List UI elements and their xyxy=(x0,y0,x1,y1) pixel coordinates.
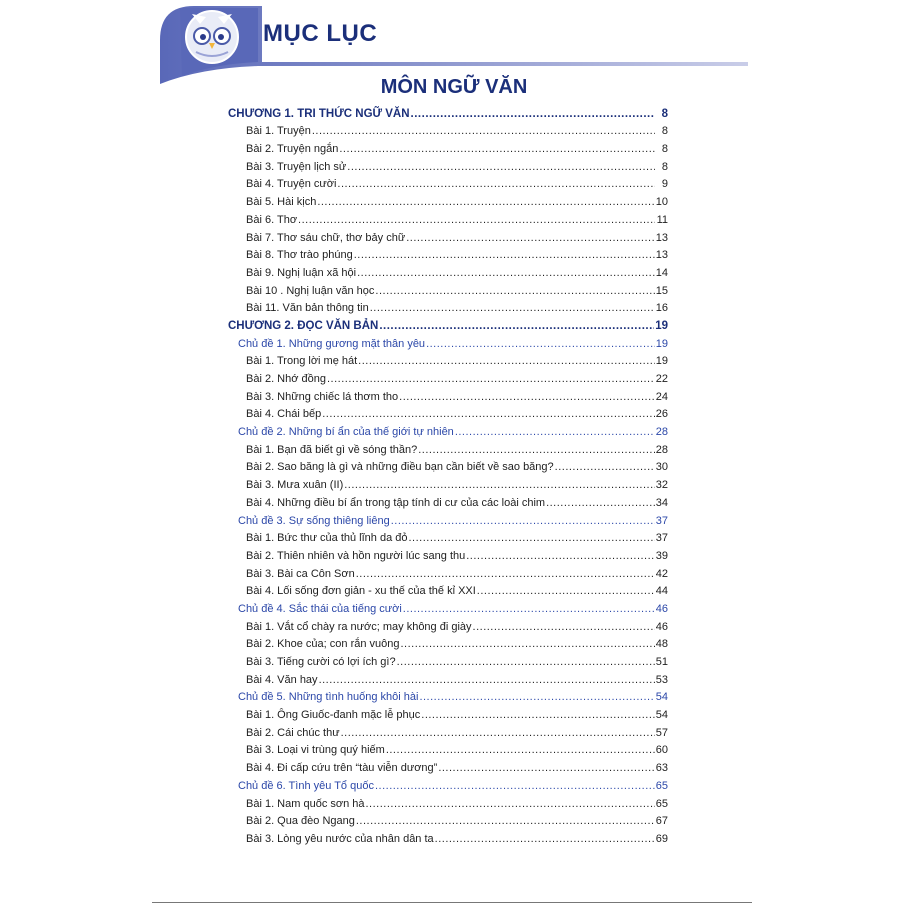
toc-topic xyxy=(228,775,668,793)
toc-page-number: 22 xyxy=(655,373,668,385)
toc-topic xyxy=(228,421,668,439)
toc-entry-title: Chủ đề 5. Những tình huống khôi hài xyxy=(238,691,419,704)
dot-leader xyxy=(344,479,655,492)
toc-page-number: 10 xyxy=(655,196,668,209)
dot-leader xyxy=(426,338,655,351)
toc-lesson xyxy=(228,138,668,156)
toc-entry-title: Bài 4. Văn hay xyxy=(246,673,318,686)
dot-leader xyxy=(546,497,655,510)
toc-page-number: 28 xyxy=(655,426,668,439)
toc-lesson xyxy=(228,156,668,174)
toc-page-number: 19 xyxy=(655,319,668,332)
toc-lesson xyxy=(228,793,668,811)
dot-leader xyxy=(438,762,654,775)
toc-entry-title: Bài 1. Bạn đã biết gì về sóng thần? xyxy=(246,443,418,456)
dot-leader xyxy=(312,125,655,138)
toc-entry-title: Chủ đề 4. Sắc thái của tiếng cười xyxy=(238,602,402,615)
toc-page-number: 54 xyxy=(655,691,668,704)
toc-page-number: 19 xyxy=(655,355,668,368)
toc-entry-title: Bài 9. Nghị luận xã hội xyxy=(246,266,357,279)
dot-leader xyxy=(397,656,655,669)
toc-page-number: 32 xyxy=(655,479,668,492)
toc-lesson xyxy=(228,404,668,422)
toc-page-number: 30 xyxy=(655,461,668,474)
dot-leader xyxy=(455,426,655,439)
toc-lesson xyxy=(228,351,668,369)
dot-leader xyxy=(339,143,655,156)
dot-leader xyxy=(327,373,655,386)
toc-entry-title: Bài 1. Ông Giuốc-đanh mặc lễ phục xyxy=(246,709,421,722)
toc-entry-title: Bài 4. Lối sống đơn giản - xu thế của thế kỉ XXI xyxy=(246,585,476,598)
toc-lesson xyxy=(228,174,668,192)
toc-page-number: 39 xyxy=(655,549,668,562)
toc-chapter xyxy=(228,103,668,121)
toc-page-number: 37 xyxy=(655,532,668,545)
dot-leader xyxy=(466,550,655,563)
dot-leader xyxy=(370,302,655,315)
toc-lesson xyxy=(228,722,668,740)
dot-leader xyxy=(477,585,655,598)
toc-page-number: 13 xyxy=(655,231,668,244)
toc-page-number: 44 xyxy=(655,585,668,598)
toc-topic xyxy=(228,333,668,351)
dot-leader xyxy=(406,232,655,245)
dot-leader xyxy=(418,444,655,457)
page-title: MỤC LỤC xyxy=(263,20,378,47)
toc-entry-title: Bài 1. Nam quốc sơn hà xyxy=(246,797,365,810)
dot-leader xyxy=(322,408,655,421)
toc-page-number: 37 xyxy=(655,514,668,527)
footer-divider xyxy=(152,902,752,903)
toc-lesson xyxy=(228,545,668,563)
toc-lesson xyxy=(228,634,668,652)
toc-entry-title: Bài 8. Thơ trào phúng xyxy=(246,249,353,262)
toc-entry-title: Chủ đề 1. Những gương mặt thân yêu xyxy=(238,337,426,350)
toc-entry-title: Bài 5. Hài kịch xyxy=(246,196,317,209)
toc-page-number: 24 xyxy=(655,390,668,403)
toc-entry-title: Bài 3. Lòng yêu nước của nhân dân ta xyxy=(246,832,434,845)
toc-entry-title: Bài 1. Bức thư của thủ lĩnh da đỏ xyxy=(246,532,408,545)
toc-page-number: 46 xyxy=(655,602,668,615)
toc-entry-title: Bài 3. Loại vi trùng quý hiếm xyxy=(246,744,385,757)
dot-leader xyxy=(391,515,655,528)
toc-entry-title: CHƯƠNG 1. TRI THỨC NGỮ VĂN xyxy=(228,107,410,120)
toc-lesson xyxy=(228,439,668,457)
toc-topic xyxy=(228,510,668,528)
toc-entry-title: Bài 10 . Nghị luận văn học xyxy=(246,284,375,297)
toc-page-number: 9 xyxy=(661,178,668,191)
toc-topic xyxy=(228,687,668,705)
toc-page-number: 14 xyxy=(655,266,668,279)
toc-entry-title: Chủ đề 2. Những bí ẩn của thế giới tự nhiên xyxy=(238,426,454,439)
toc-page-number: 16 xyxy=(655,302,668,315)
dot-leader xyxy=(399,391,655,404)
toc-lesson xyxy=(228,528,668,546)
dot-leader xyxy=(356,815,655,828)
toc-page-number: 8 xyxy=(661,160,668,173)
toc-lesson xyxy=(228,386,668,404)
toc-entry-title: Bài 6. Thơ xyxy=(246,213,298,226)
toc-lesson xyxy=(228,457,668,475)
toc-lesson xyxy=(228,474,668,492)
dot-leader xyxy=(375,285,654,298)
toc-chapter xyxy=(228,315,668,333)
toc-page-number: 54 xyxy=(655,709,668,722)
toc-lesson xyxy=(228,245,668,263)
dot-leader xyxy=(379,320,654,333)
toc-entry-title: Bài 4. Những điều bí ẩn trong tập tính di cư của các loài chim xyxy=(246,496,546,509)
toc-lesson xyxy=(228,828,668,846)
dot-leader xyxy=(401,638,655,651)
toc-page-number: 48 xyxy=(655,638,668,651)
toc-entry-title: Bài 3. Bài ca Côn Sơn xyxy=(246,567,355,580)
toc-topic xyxy=(228,598,668,616)
toc-page-number: 8 xyxy=(661,125,668,138)
dot-leader xyxy=(366,798,655,811)
dot-leader xyxy=(421,709,654,722)
toc-entry-title: Bài 3. Mưa xuân (II) xyxy=(246,479,344,492)
toc-entry-title: Bài 2. Cái chúc thư xyxy=(246,726,340,739)
dot-leader xyxy=(356,568,655,581)
toc-page-number: 13 xyxy=(655,249,668,262)
dot-leader xyxy=(354,249,655,262)
toc-entry-title: Bài 2. Khoe của; con rắn vuông xyxy=(246,638,400,651)
subject-title: MÔN NGỮ VĂN xyxy=(380,76,528,98)
toc-lesson xyxy=(228,280,668,298)
toc-lesson xyxy=(228,651,668,669)
toc-entry-title: Bài 2. Qua đèo Ngang xyxy=(246,815,355,828)
dot-leader xyxy=(435,833,655,846)
toc-entry-title: Bài 4. Đi cấp cứu trên “tàu viễn dương” xyxy=(246,762,438,775)
toc-entry-title: Bài 11. Văn bản thông tin xyxy=(246,302,369,315)
toc-page-number: 60 xyxy=(655,744,668,757)
toc-page-number: 69 xyxy=(655,832,668,845)
toc-lesson xyxy=(228,368,668,386)
toc-page-number: 65 xyxy=(655,779,668,792)
toc-lesson xyxy=(228,704,668,722)
toc-page-number: 65 xyxy=(655,797,668,810)
toc-lesson xyxy=(228,616,668,634)
dot-leader xyxy=(403,603,655,616)
toc-entry-title: Bài 1. Truyện xyxy=(246,125,311,138)
toc-entry-title: Bài 3. Những chiếc lá thơm tho xyxy=(246,390,399,403)
toc-entry-title: Bài 3. Tiếng cười có lợi ích gì? xyxy=(246,656,396,668)
toc-page-number: 15 xyxy=(655,284,668,297)
dot-leader xyxy=(386,744,655,757)
toc-page-number: 34 xyxy=(655,496,668,509)
toc-page-number: 53 xyxy=(655,673,668,686)
toc-page-number: 57 xyxy=(655,726,668,739)
toc-lesson xyxy=(228,563,668,581)
toc-entry-title: Bài 2. Nhớ đồng xyxy=(246,373,326,385)
toc-page-number: 51 xyxy=(655,656,668,668)
toc-lesson xyxy=(228,209,668,227)
dot-leader xyxy=(298,214,655,227)
toc-lesson xyxy=(228,298,668,316)
toc-entry-title: Chủ đề 3. Sự sống thiêng liêng xyxy=(238,514,390,527)
toc-page-number: 28 xyxy=(655,443,668,456)
toc-entry-title: Bài 7. Thơ sáu chữ, thơ bảy chữ xyxy=(246,231,406,244)
toc-entry-title: Chủ đề 6. Tình yêu Tổ quốc xyxy=(238,779,374,792)
owl-mascot-icon xyxy=(186,11,238,63)
toc-page-number: 8 xyxy=(661,143,668,156)
toc-lesson xyxy=(228,757,668,775)
toc-page-number: 26 xyxy=(655,408,668,421)
toc-entry-title: Bài 1. Vắt cổ chày ra nước; may không đi giày xyxy=(246,620,472,633)
toc-entry-title: Bài 2. Sao băng là gì và những điều bạn cần biết về sao băng? xyxy=(246,461,554,474)
toc-lesson xyxy=(228,811,668,829)
toc-entry-title: Bài 4. Truyện cười xyxy=(246,178,337,191)
dot-leader xyxy=(357,267,655,280)
table-of-contents xyxy=(228,103,668,846)
toc-lesson xyxy=(228,492,668,510)
dot-leader xyxy=(473,621,655,634)
dot-leader xyxy=(409,532,655,545)
dot-leader xyxy=(411,108,655,121)
toc-page-number: 46 xyxy=(655,620,668,633)
dot-leader xyxy=(555,461,655,474)
toc-entry-title: Bài 2. Truyện ngắn xyxy=(246,143,339,156)
dot-leader xyxy=(317,196,654,209)
dot-leader xyxy=(347,161,655,174)
dot-leader xyxy=(419,691,654,704)
dot-leader xyxy=(375,780,655,793)
dot-leader xyxy=(341,727,655,740)
toc-page-number: 67 xyxy=(655,815,668,828)
toc-page-number: 63 xyxy=(655,762,668,775)
toc-page-number: 8 xyxy=(661,107,668,120)
dot-leader xyxy=(358,355,655,368)
dot-leader xyxy=(319,674,655,687)
toc-lesson xyxy=(228,740,668,758)
toc-lesson xyxy=(228,669,668,687)
toc-page-number: 11 xyxy=(656,213,668,226)
toc-entry-title: Bài 2. Thiên nhiên và hồn người lúc sang thu xyxy=(246,549,466,562)
toc-lesson xyxy=(228,227,668,245)
toc-page-number: 19 xyxy=(655,337,668,350)
toc-entry-title: Bài 1. Trong lời mẹ hát xyxy=(246,355,358,368)
dot-leader xyxy=(337,178,655,191)
toc-lesson xyxy=(228,191,668,209)
toc-entry-title: Bài 3. Truyện lịch sử xyxy=(246,160,347,173)
toc-lesson xyxy=(228,581,668,599)
toc-entry-title: CHƯƠNG 2. ĐỌC VĂN BẢN xyxy=(228,319,379,332)
toc-entry-title: Bài 4. Chái bếp xyxy=(246,408,322,421)
toc-lesson xyxy=(228,262,668,280)
toc-lesson xyxy=(228,121,668,139)
toc-page-number: 42 xyxy=(655,567,668,580)
